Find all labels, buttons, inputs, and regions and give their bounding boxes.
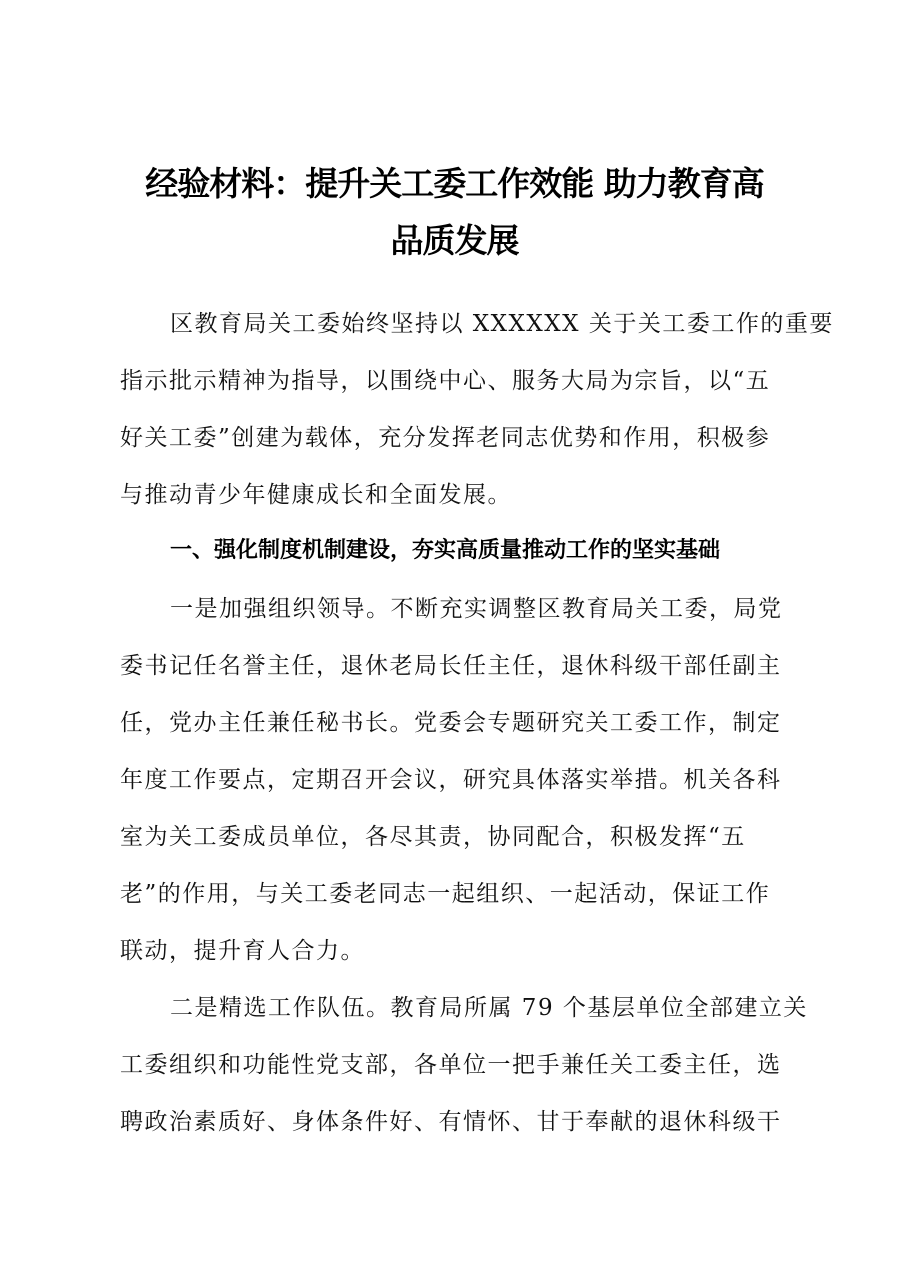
paragraph-2-line-5: 室为关工委成员单位，各尽其责，协同配合，积极发挥“五 xyxy=(120,824,746,850)
paragraph-2-line-7: 联动，提升育人合力。 xyxy=(120,938,365,964)
document-title-line-2: 品质发展 xyxy=(390,221,519,260)
paragraph-1-line-1: 区教育局关工委始终坚持以 XXXXXX 关于关工委工作的重要 xyxy=(170,311,834,337)
section-heading-1: 一、强化制度机制建设，夯实高质量推动工作的坚实基础 xyxy=(170,538,721,563)
document-title-line-1: 经验材料：提升关工委工作效能 助力教育高 xyxy=(145,164,764,203)
paragraph-3-line-3: 聘政治素质好、身体条件好、有情怀、甘于奉献的退休科级干 xyxy=(120,1109,782,1135)
paragraph-1-line-3: 好关工委”创建为载体，充分发挥老同志优势和作用，积极参 xyxy=(120,425,771,451)
paragraph-2-line-1: 一是加强组织领导。不断充实调整区教育局关工委，局党 xyxy=(170,596,783,622)
paragraph-1-line-2: 指示批示精神为指导，以围绕中心、服务大局为宗旨，以“五 xyxy=(120,368,771,394)
paragraph-2-line-6: 老”的作用，与关工委老同志一起组织、一起活动，保证工作 xyxy=(120,881,771,907)
paragraph-2-line-2: 委书记任名誉主任，退休老局长任主任，退休科级干部任副主 xyxy=(120,653,782,679)
paragraph-3-line-2: 工委组织和功能性党支部，各单位一把手兼任关工委主任，选 xyxy=(120,1052,782,1078)
paragraph-2-line-4: 年度工作要点，定期召开会议，研究具体落实举措。机关各科 xyxy=(120,767,782,793)
paragraph-3-line-1: 二是精选工作队伍。教育局所属 79 个基层单位全部建立关 xyxy=(170,995,808,1021)
paragraph-1-line-4: 与推动青少年健康成长和全面发展。 xyxy=(120,482,512,508)
paragraph-2-line-3: 任，党办主任兼任秘书长。党委会专题研究关工委工作，制定 xyxy=(120,710,782,736)
